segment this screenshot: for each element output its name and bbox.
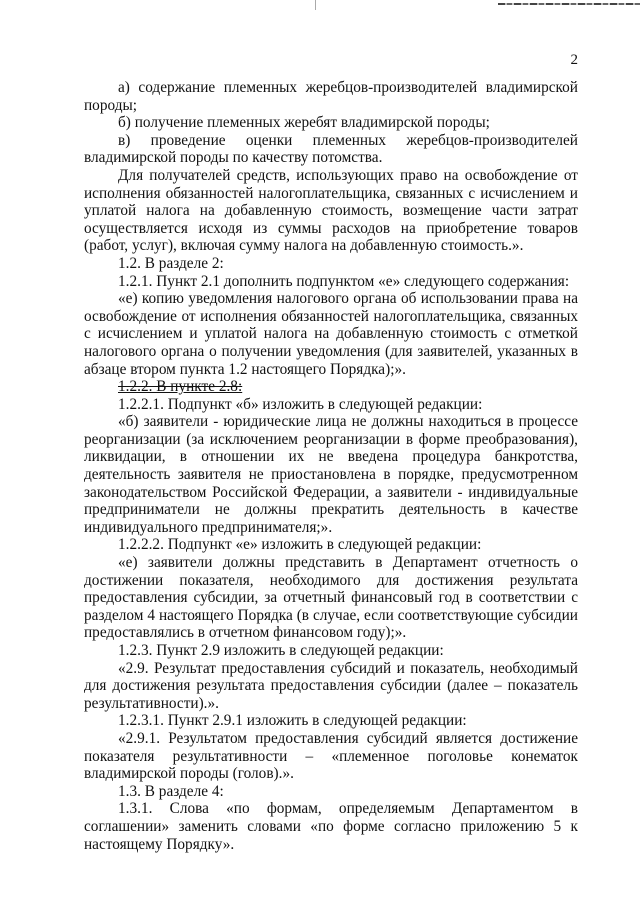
paragraph-14: «2.9. Результат предоставления субсидий и показатель, необходимый для достижения результата предоставления субсидии (далее – показатель результативности).». [84,659,578,712]
struck-heading: 1.2.2. В пункте 2.8: [118,378,243,396]
paragraph-16: «2.9.1. Результатом предоставления субсидий является достижение показателя результативности – «племенное поголовье конематок владимирской породы (голов).». [84,729,578,783]
paragraph-9: 1.2.2.1. Подпункт «б» изложить в следующей редакции: [118,395,483,413]
paragraph-5: 1.2. В разделе 2: [118,254,224,272]
paragraph-10: «б) заявители - юридические лица не должны находиться в процессе реорганизации (за исключением реорганизации в форме преобразования), ликвидации, в отношении их не введена процедура банкротства, деятельность заявителя не приостановлена в порядке, предусмотренном законодательством Российской Федерации, а заявители - индивидуальные предприниматели не должны прекратить деятельность в качестве индивидуального предпринимателя;». [84,413,578,536]
document-body [84,79,578,853]
paragraph-6: 1.2.1. Пункт 2.1 дополнить подпунктом «е» следующего содержания: [118,272,570,290]
paragraph-3: в) проведение оценки племенных жеребцов-производителей владимирской породы по качеству потомства. [84,131,578,167]
paragraph-4: Для получателей средств, использующих право на освобождение от исполнения обязанностей налогоплательщика, связанных с исчислением и уплатой налога на добавленную стоимость, возмещение части затрат осуществляется исходя из суммы расходов на приобретение товаров (работ, услуг), включая сумму налога на добавленную стоимость.». [84,166,578,255]
paragraph-8 [84,378,578,396]
paragraph-7: «е) копию уведомления налогового органа об использовании права на освобождение от исполнения обязанностей налогоплательщика, связанных с исчислением и уплатой налога на добавленную стоимость с отметкой налогового органа о получении уведомления (для заявителей, указанных в абзаце втором пункта 1.2 настоящего Порядка);». [84,290,578,378]
page-number: 2 [570,52,578,68]
paragraph-18: 1.3.1. Слова «по формам, определяемым Департаментом в соглашении» заменить словами «по форме согласно приложению 5 к настоящему Порядку». [84,800,578,853]
paragraph-17: 1.3. В разделе 4: [118,782,224,800]
scan-artifact-line [498,3,640,5]
scan-artifact [315,0,316,10]
paragraph-15: 1.2.3.1. Пункт 2.9.1 изложить в следующей редакции: [118,712,467,730]
paragraph-11: 1.2.2.2. Подпункт «е» изложить в следующей редакции: [118,536,482,554]
paragraph-2: б) получение племенных жеребят владимирской породы; [118,114,490,132]
paragraph-13: 1.2.3. Пункт 2.9 изложить в следующей редакции: [118,642,444,659]
paragraph-12: «е) заявители должны представить в Департамент отчетность о достижении показателя, необходимого для достижения результата предоставления субсидии, за отчетный финансовый год в соответствии с разделом 4 настоящего Порядка (в случае, если соответствующие субсидии предоставлялись в отчетном финансовом году);». [84,554,578,642]
paragraph-1: а) содержание племенных жеребцов-производителей владимирской породы; [84,79,578,114]
